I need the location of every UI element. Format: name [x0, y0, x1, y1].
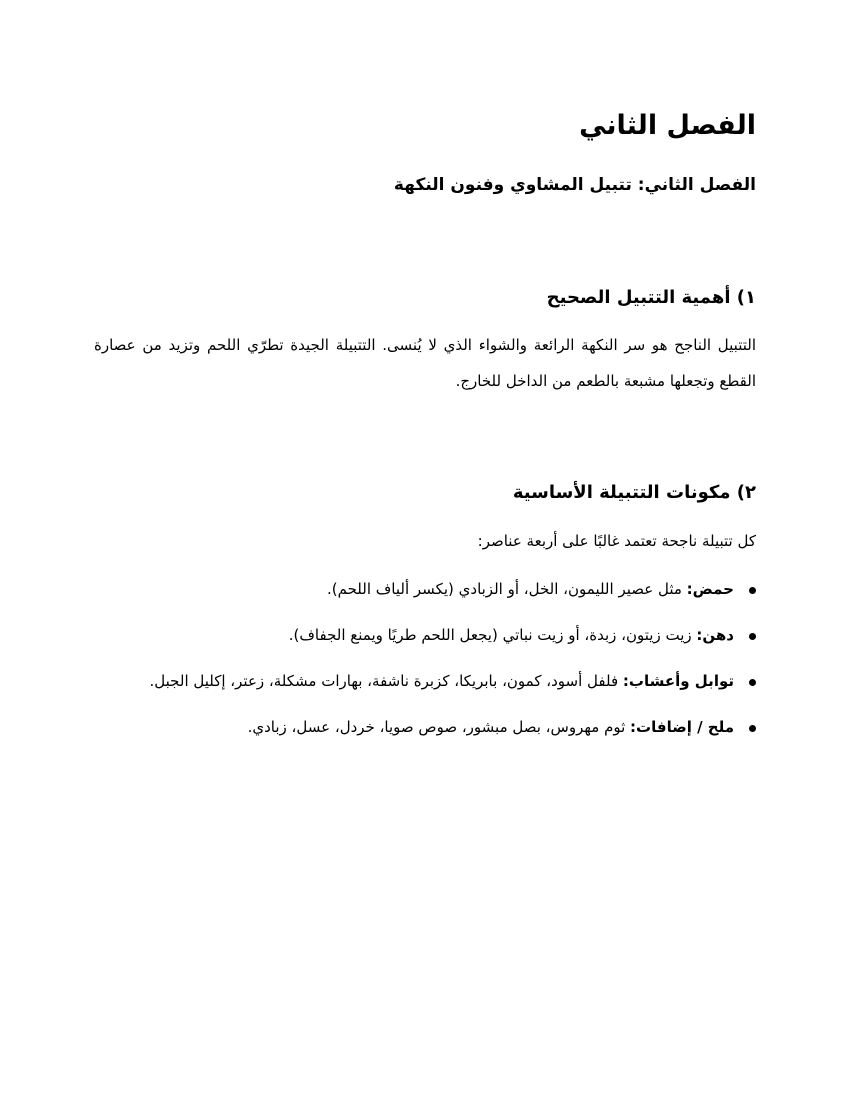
list-item: [94, 711, 756, 743]
list-item-label: حمض:: [686, 580, 734, 598]
bullet-icon: [749, 679, 756, 686]
components-list: [94, 573, 756, 757]
section-heading-importance: ١) أهمية التتبيل الصحيح: [546, 287, 756, 308]
section-heading-components: ٢) مكونات التتبيلة الأساسية: [512, 482, 756, 503]
list-item-text: ثوم مهروس، بصل مبشور، صوص صويا، خردل، عسل، زبادي.: [247, 718, 631, 736]
list-item-text: زيت زيتون، زبدة، أو زيت نباتي (يجعل اللحم طريًا ويمنع الجفاف).: [288, 626, 697, 644]
list-item: [94, 573, 756, 605]
list-item-text: مثل عصير الليمون، الخل، أو الزبادي (يكسر ألياف اللحم).: [327, 580, 687, 598]
list-item: [94, 619, 756, 651]
list-item-label: ملح / إضافات:: [630, 718, 734, 736]
section-paragraph-importance: التتبيل الناجح هو سر النكهة الرائعة والشواء الذي لا يُنسى. التتبيلة الجيدة تطرّي اللحم وتزيد من عصارة القطع وتجعلها مشبعة بالطعم من الداخل للخارج.: [94, 336, 756, 390]
list-item: [94, 665, 756, 697]
bullet-icon: [749, 633, 756, 640]
section-intro-components: كل تتبيلة ناجحة تعتمد غالبًا على أربعة عناصر:: [477, 532, 756, 550]
list-item-text: فلفل أسود، كمون، بابريكا، كزبرة ناشفة، بهارات مشكلة، زعتر، إكليل الجبل.: [149, 672, 623, 690]
bullet-icon: [749, 725, 756, 732]
list-item-label: دهن:: [696, 626, 734, 644]
bullet-icon: [749, 587, 756, 594]
list-item-label: توابل وأعشاب:: [622, 672, 734, 690]
chapter-subtitle: الفصل الثاني: تتبيل المشاوي وفنون النكهة: [393, 175, 756, 195]
chapter-title: الفصل الثاني: [579, 110, 756, 141]
